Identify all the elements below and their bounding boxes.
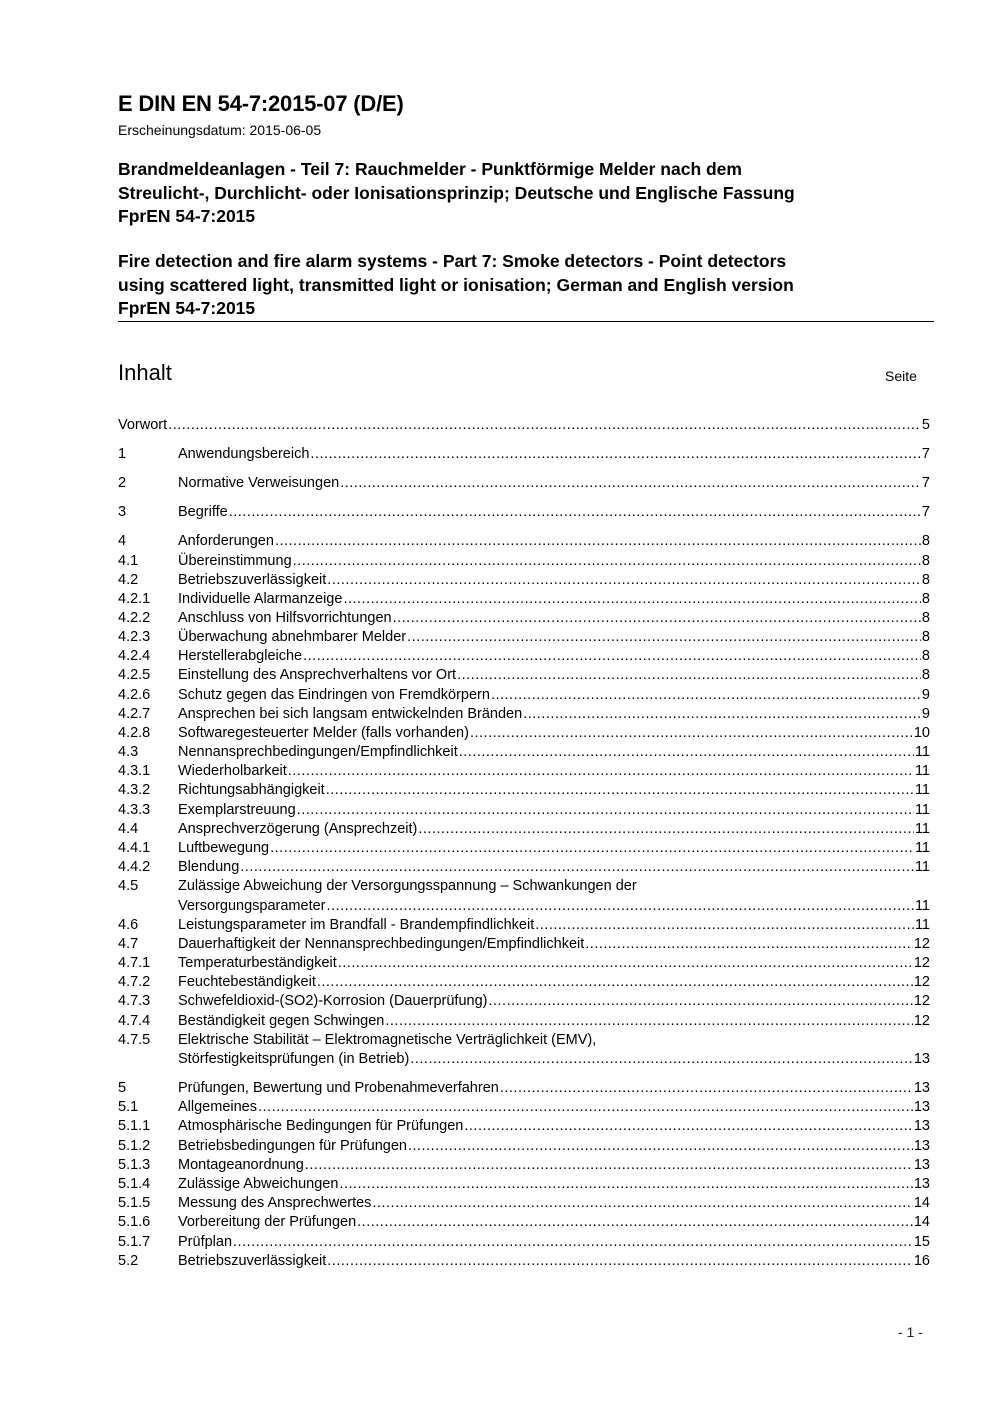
toc-entry-title: Betriebszuverlässigkeit [178, 1253, 327, 1269]
toc-entry-title: Anwendungsbereich [178, 446, 310, 462]
toc-entry[interactable] [118, 1175, 930, 1194]
toc-entry-title: Ansprechen bei sich langsam entwickelnden Bränden [178, 706, 523, 722]
toc-leader-dots [464, 1117, 913, 1136]
toc-entry[interactable] [118, 1098, 930, 1117]
toc-leader-dots [168, 416, 921, 435]
toc-entry-page: 12 [913, 974, 930, 990]
toc-entry-title: Blendung [178, 859, 240, 875]
title-divider [118, 321, 934, 322]
toc-entry-number: 4.2.4 [118, 648, 151, 664]
toc-entry-page: 8 [921, 572, 930, 588]
toc-entry[interactable] [118, 1031, 930, 1050]
toc-leader-dots [327, 1252, 913, 1271]
toc-entry-page: 12 [913, 1013, 930, 1029]
toc-entry-page: 14 [913, 1214, 930, 1230]
toc-entry-number: 4.2.8 [118, 725, 151, 741]
toc-entry-page: 8 [921, 648, 930, 664]
toc-entry-title: Herstellerabgleiche [178, 648, 303, 664]
toc-entry[interactable] [118, 445, 930, 464]
toc-page-column-label: Seite [885, 368, 917, 384]
toc-leader-dots [327, 897, 914, 916]
toc-entry-title: Allgemeines [178, 1099, 257, 1115]
toc-leader-dots [297, 801, 914, 820]
toc-leader-dots [418, 820, 914, 839]
toc-entry[interactable] [118, 552, 930, 571]
toc-entry-title: Wiederholbarkeit [178, 763, 287, 779]
toc-leader-dots [407, 628, 921, 647]
toc-leader-dots [233, 1233, 913, 1252]
toc-entry-title: Normative Verweisungen [178, 475, 340, 491]
toc-entry[interactable] [118, 1252, 930, 1271]
toc-entry-title: Softwaregesteuerter Melder (falls vorhanden) [178, 725, 469, 741]
toc-leader-dots [317, 973, 913, 992]
toc-entry-page: 7 [921, 504, 930, 520]
toc-entry[interactable] [118, 781, 930, 800]
title-english [118, 250, 918, 321]
toc-entry-title: Atmosphärische Bedingungen für Prüfungen [178, 1118, 464, 1134]
toc-entry-page: 12 [913, 993, 930, 1009]
toc-entry[interactable] [118, 973, 930, 992]
toc-entry-number: 5.2 [118, 1253, 139, 1269]
toc-leader-dots [410, 1050, 913, 1069]
toc-entry-title: Betriebszuverlässigkeit [178, 572, 327, 588]
toc-entry-title: Betriebsbedingungen für Prüfungen [178, 1138, 407, 1154]
toc-entry-title: Zulässige Abweichungen [178, 1176, 339, 1192]
toc-entry-number: 4 [118, 533, 127, 549]
toc-entry[interactable] [118, 1012, 930, 1031]
toc-entry-title: Versorgungsparameter [178, 898, 326, 914]
toc-entry-title: Exemplarstreuung [178, 802, 296, 818]
toc-leader-dots [240, 858, 914, 877]
toc-leader-dots [339, 1175, 912, 1194]
toc-leader-dots [523, 705, 921, 724]
toc-entry-number: 4.2.7 [118, 706, 151, 722]
toc-entry-page: 11 [914, 782, 930, 798]
toc-entry-page: 7 [921, 475, 930, 491]
toc-entry-number: 4.6 [118, 917, 139, 933]
toc-entry[interactable] [118, 705, 930, 724]
toc-entry-page: 8 [921, 591, 930, 607]
toc-entry-number: 4.2.6 [118, 687, 151, 703]
toc-entry-page: 13 [913, 1138, 930, 1154]
toc-entry[interactable] [118, 647, 930, 666]
toc-leader-dots [303, 647, 921, 666]
toc-entry-number: 5.1.2 [118, 1138, 151, 1154]
toc-entry-title: Einstellung des Ansprechverhaltens vor Ort [178, 667, 457, 683]
toc-entry[interactable] [118, 1233, 930, 1252]
toc-entry-number: 4.7.2 [118, 974, 151, 990]
toc-entry-page: 7 [921, 446, 930, 462]
publication-date: Erscheinungsdatum: 2015-06-05 [118, 122, 322, 138]
toc-leader-dots [459, 743, 914, 762]
toc-entry-page: 8 [921, 629, 930, 645]
toc-entry[interactable] [118, 724, 930, 743]
toc-leader-dots [457, 666, 921, 685]
toc-entry-page: 8 [921, 667, 930, 683]
toc-entry[interactable] [118, 571, 930, 590]
toc-entry-page: 13 [913, 1118, 930, 1134]
toc-entry-number: 4.2.5 [118, 667, 151, 683]
toc-entry[interactable] [118, 877, 930, 896]
title-german-line: FprEN 54-7:2015 [118, 206, 256, 226]
toc-entry-number: 5.1.1 [118, 1118, 151, 1134]
toc-entry-title: Schwefeldioxid-(SO2)-Korrosion (Dauerprüfung) [178, 993, 488, 1009]
toc-leader-dots [338, 954, 913, 973]
toc-entry-title: Nennansprechbedingungen/Empfindlichkeit [178, 744, 458, 760]
toc-entry-number: 4.3.3 [118, 802, 151, 818]
toc-entry-page: 5 [921, 417, 930, 433]
toc-entry-title: Vorbereitung der Prüfungen [178, 1214, 357, 1230]
toc-entry-title: Begriffe [178, 504, 228, 520]
toc-entry-number: 4.4.2 [118, 859, 151, 875]
toc-entry-page: 14 [913, 1195, 930, 1211]
toc-entry-number: 1 [118, 446, 127, 462]
toc-entry-number: 5.1.6 [118, 1214, 151, 1230]
toc-entry-title: Beständigkeit gegen Schwingen [178, 1013, 385, 1029]
toc-entry-number: 5 [118, 1080, 127, 1096]
title-german-line: Streulicht-, Durchlicht- oder Ionisationsprinzip; Deutsche und Englische Fassung [118, 182, 795, 203]
toc-entry-number: 5.1.4 [118, 1176, 151, 1192]
toc-entry[interactable] [118, 590, 930, 609]
toc-entry-number: 4.3.2 [118, 782, 151, 798]
toc-heading: Inhalt [118, 360, 172, 385]
toc-entry-number: 3 [118, 504, 127, 520]
toc-entry-page: 8 [921, 610, 930, 626]
toc-entry-title: Temperaturbeständigkeit [178, 955, 337, 971]
toc-leader-dots [488, 992, 912, 1011]
toc-entry-page: 8 [921, 553, 930, 569]
toc-entry-number: 4.7.1 [118, 955, 151, 971]
toc-leader-dots [293, 552, 921, 571]
toc-entry[interactable] [118, 839, 930, 858]
toc-entry[interactable] [118, 666, 930, 685]
toc-entry[interactable] [118, 916, 930, 935]
title-english-line: FprEN 54-7:2015 [118, 298, 256, 318]
toc-entry-number: 4.2 [118, 572, 139, 588]
toc-leader-dots [305, 1156, 913, 1175]
toc-entry-title: Elektrische Stabilität – Elektromagnetische Verträglichkeit (EMV), [178, 1032, 597, 1048]
toc-entry-page: 11 [914, 898, 930, 914]
toc-entry-number: 4.2.3 [118, 629, 151, 645]
title-english-line: Fire detection and fire alarm systems - Part 7: Smoke detectors - Point detectors [118, 251, 787, 271]
toc-leader-dots [491, 686, 921, 705]
toc-entry-title: Überwachung abnehmbarer Melder [178, 629, 407, 645]
toc-entry-title: Individuelle Alarmanzeige [178, 591, 343, 607]
toc-entry-page: 13 [913, 1051, 930, 1067]
toc-entry-page: 9 [921, 706, 930, 722]
toc-leader-dots [535, 916, 914, 935]
toc-entry[interactable] [118, 1117, 930, 1136]
toc-entry-title: Dauerhaftigkeit der Nennansprechbedingungen/Empfindlichkeit [178, 936, 585, 952]
toc-entry-title: Montageanordnung [178, 1157, 304, 1173]
toc-entry-page: 11 [914, 763, 930, 779]
toc-entry-page: 13 [913, 1157, 930, 1173]
toc-entry[interactable] [118, 532, 930, 551]
title-english-line: using scattered light, transmitted light or ionisation; German and English version [118, 274, 794, 295]
toc-entry[interactable] [118, 1194, 930, 1213]
toc-leader-dots [357, 1213, 913, 1232]
toc-entry-number: 4.7.5 [118, 1032, 151, 1048]
toc-leader-dots [372, 1194, 912, 1213]
toc-leader-dots [385, 1012, 912, 1031]
toc-leader-dots [408, 1137, 913, 1156]
toc-entry-number: 4.7.4 [118, 1013, 151, 1029]
toc-entry[interactable] [118, 1137, 930, 1156]
toc-leader-dots [326, 781, 914, 800]
toc-entry-title: Schutz gegen das Eindringen von Fremdkörpern [178, 687, 490, 703]
toc-entry[interactable] [118, 1050, 930, 1069]
toc-entry-number: 4.4.1 [118, 840, 151, 856]
toc-entry[interactable] [118, 954, 930, 973]
title-german [118, 158, 918, 229]
toc-entry-number: 5.1 [118, 1099, 139, 1115]
toc-entry-title: Leistungsparameter im Brandfall - Brandempfindlichkeit [178, 917, 535, 933]
toc-entry-title: Störfestigkeitsprüfungen (in Betrieb) [178, 1051, 410, 1067]
title-german-line: Brandmeldeanlagen - Teil 7: Rauchmelder - Punktförmige Melder nach dem [118, 159, 742, 179]
toc-leader-dots [340, 474, 921, 493]
toc-entry[interactable] [118, 935, 930, 954]
toc-entry-title: Übereinstimmung [178, 553, 292, 569]
toc-entry[interactable] [118, 801, 930, 820]
toc-entry-page: 10 [913, 725, 930, 741]
toc-entry-number: 5.1.7 [118, 1234, 151, 1250]
toc-entry-number: 2 [118, 475, 127, 491]
toc-entry-page: 11 [914, 744, 930, 760]
toc-entry-title: Prüfplan [178, 1234, 233, 1250]
toc-entry-number: 4.7.3 [118, 993, 151, 1009]
toc-entry[interactable] [118, 609, 930, 628]
toc-entry-number: 5.1.5 [118, 1195, 151, 1211]
toc-entry-page: 16 [913, 1253, 930, 1269]
toc-entry[interactable] [118, 743, 930, 762]
toc-entry-number: 4.7 [118, 936, 139, 952]
page-number: - 1 - [898, 1324, 923, 1340]
document-id: E DIN EN 54-7:2015-07 (D/E) [118, 91, 404, 116]
toc-leader-dots [500, 1079, 913, 1098]
toc-entry[interactable] [118, 416, 930, 435]
toc-entry-page: 11 [914, 917, 930, 933]
toc-entry[interactable] [118, 474, 930, 493]
toc-entry[interactable] [118, 686, 930, 705]
toc-entry[interactable] [118, 628, 930, 647]
toc-entry-page: 13 [913, 1080, 930, 1096]
toc-entry-number: 4.5 [118, 878, 139, 894]
toc-entry-page: 8 [921, 533, 930, 549]
toc-entry[interactable] [118, 503, 930, 522]
toc-entry-page: 12 [913, 936, 930, 952]
toc-entry-title: Anforderungen [178, 533, 274, 549]
toc-entry-title: Anschluss von Hilfsvorrichtungen [178, 610, 392, 626]
toc-leader-dots [258, 1098, 913, 1117]
toc-entry-title: Vorwort [118, 417, 168, 433]
toc-entry[interactable] [118, 762, 930, 781]
toc-entry[interactable] [118, 1079, 930, 1098]
toc-leader-dots [270, 839, 914, 858]
toc-entry-title: Messung des Ansprechwertes [178, 1195, 372, 1211]
toc-entry-number: 4.4 [118, 821, 139, 837]
toc-leader-dots [343, 590, 920, 609]
toc-entry-number: 4.2.2 [118, 610, 151, 626]
toc-entry[interactable] [118, 1213, 930, 1232]
toc-entry-page: 11 [914, 821, 930, 837]
toc-entry-page: 13 [913, 1176, 930, 1192]
toc-entry-number: 5.1.3 [118, 1157, 151, 1173]
toc-entry-title: Richtungsabhängigkeit [178, 782, 325, 798]
toc-entry-number: 4.3.1 [118, 763, 151, 779]
toc-entry-page: 12 [913, 955, 930, 971]
toc-entry[interactable] [118, 992, 930, 1011]
toc-entry[interactable] [118, 858, 930, 877]
toc-entry-page: 11 [914, 802, 930, 818]
toc-leader-dots [275, 532, 921, 551]
toc-entry-number: 4.1 [118, 553, 139, 569]
toc-leader-dots [327, 571, 921, 590]
toc-leader-dots [288, 762, 914, 781]
toc-leader-dots [229, 503, 921, 522]
toc-entry-title: Feuchtebeständigkeit [178, 974, 316, 990]
toc-entry[interactable] [118, 820, 930, 839]
toc-entry-page: 11 [914, 859, 930, 875]
toc-entry-number: 4.2.1 [118, 591, 151, 607]
toc-leader-dots [393, 609, 921, 628]
toc-entry-page: 11 [914, 840, 930, 856]
toc-entry-title: Zulässige Abweichung der Versorgungsspannung – Schwankungen der [178, 878, 637, 894]
toc-entry-title: Luftbewegung [178, 840, 270, 856]
toc-entry[interactable] [118, 897, 930, 916]
toc-leader-dots [470, 724, 913, 743]
toc-entry[interactable] [118, 1156, 930, 1175]
toc-entry-title: Ansprechverzögerung (Ansprechzeit) [178, 821, 418, 837]
toc-entry-page: 13 [913, 1099, 930, 1115]
toc-entry-number: 4.3 [118, 744, 139, 760]
toc-entry-title: Prüfungen, Bewertung und Probenahmeverfahren [178, 1080, 499, 1096]
toc-leader-dots [585, 935, 913, 954]
toc-entry-page: 15 [913, 1234, 930, 1250]
toc-entry-page: 9 [921, 687, 930, 703]
toc-leader-dots [310, 445, 921, 464]
